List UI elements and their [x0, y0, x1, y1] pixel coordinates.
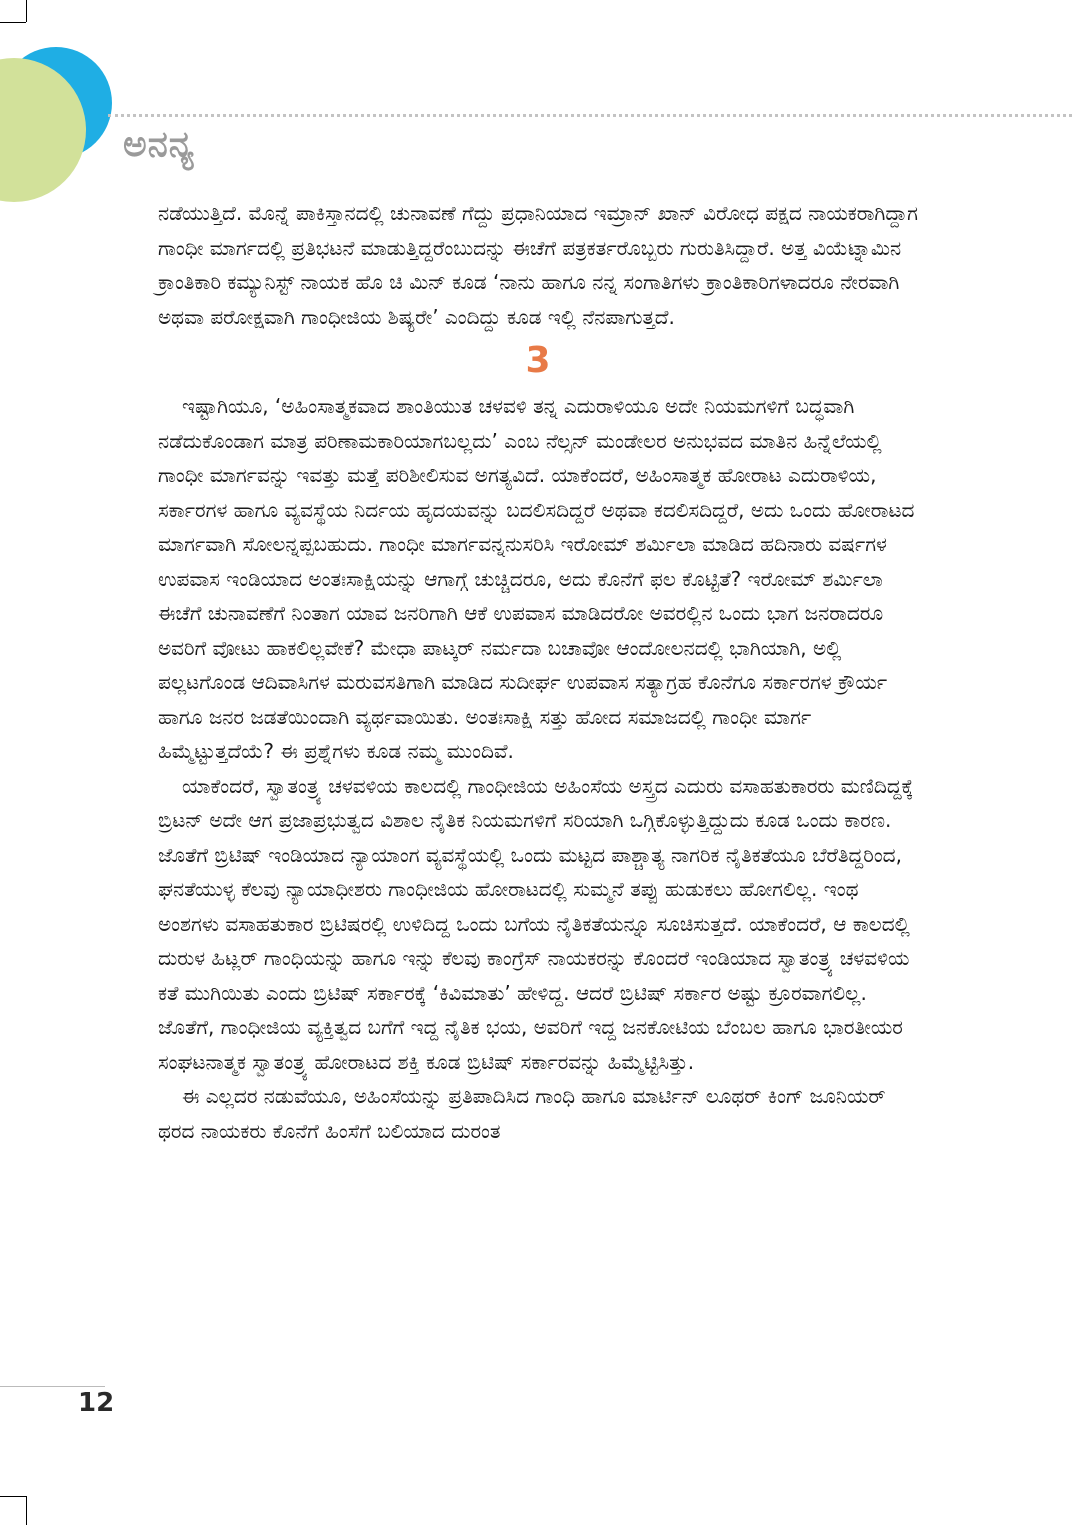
paragraph: ಈ ಎಲ್ಲದರ ನಡುವೆಯೂ, ಅಹಿಂಸೆಯನ್ನು ಪ್ರತಿಪಾದಿಸಿದ ಗಾಂಧಿ ಹಾಗೂ ಮಾರ್ಟಿನ್ ಲೂಥರ್ ಕಿಂಗ್ ಜೂನಿಯರ್ ಥರದ ನಾಯಕರು ಕೊನೆಗೆ ಹಿಂಸೆಗೆ ಬಲಿಯಾದ ದುರಂತ [158, 1084, 886, 1143]
section-number: 3 [525, 340, 551, 381]
crop-mark-top-vertical [26, 0, 27, 22]
paragraph: ಇಷ್ಟಾಗಿಯೂ, ‘ಅಹಿಂಸಾತ್ಮಕವಾದ ಶಾಂತಿಯುತ ಚಳವಳಿ ತನ್ನ ಎದುರಾಳಿಯೂ ಅದೇ ನಿಯಮಗಳಿಗೆ ಬದ್ಧವಾಗಿ ನಡೆದುಕೊಂಡಾಗ ಮಾತ್ರ ಪರಿಣಾಮಕಾರಿಯಾಗಬಲ್ಲದು’ ಎಂಬ ನೆಲ್ಸನ್ ಮಂಡೇಲರ ಅನುಭವದ ಮಾತಿನ ಹಿನ್ನೆಲೆಯಲ್ಲಿ ಗಾಂಧೀ ಮಾರ್ಗವನ್ನು ಇವತ್ತು ಮತ್ತೆ ಪರಿಶೀಲಿಸುವ ಅಗತ್ಯವಿದೆ. ಯಾಕೆಂದರೆ, ಅಹಿಂಸಾತ್ಮಕ ಹೋರಾಟ ಎದುರಾಳಿಯ, ಸರ್ಕಾರಗಳ ಹಾಗೂ ವ್ಯವಸ್ಥೆಯ ನಿರ್ದಯ ಹೃದಯವನ್ನು ಬದಲಿಸದಿದ್ದರೆ ಅಥವಾ ಕದಲಿಸದಿದ್ದರೆ, ಅದು ಒಂದು ಹೋರಾಟದ ಮಾರ್ಗವಾಗಿ ಸೋಲನ್ನಪ್ಪಬಹುದು. ಗಾಂಧೀ ಮಾರ್ಗವನ್ನನುಸರಿಸಿ ಇರೋಮ್ ಶರ್ಮಿಲಾ ಮಾಡಿದ ಹದಿನಾರು ವರ್ಷಗಳ ಉಪವಾಸ ಇಂಡಿಯಾದ ಅಂತಃಸಾಕ್ಷಿಯನ್ನು ಆಗಾಗ್ಗೆ ಚುಚ್ಚಿದರೂ, ಅದು ಕೊನೆಗೆ ಫಲ ಕೊಟ್ಟಿತೆ? ಇರೋಮ್ ಶರ್ಮಿಲಾ ಈಚೆಗೆ ಚುನಾವಣೆಗೆ ನಿಂತಾಗ ಯಾವ ಜನರಿಗಾಗಿ ಆಕೆ ಉಪವಾಸ ಮಾಡಿದರೋ ಅವರಲ್ಲಿನ ಒಂದು ಭಾಗ ಜನರಾದರೂ ಅವರಿಗೆ ವೋಟು ಹಾಕಲಿಲ್ಲವೇಕೆ? ಮೇಧಾ ಪಾಟ್ಕರ್ ನರ್ಮದಾ ಬಚಾವೋ ಆಂದೋಲನದಲ್ಲಿ ಭಾಗಿಯಾಗಿ, ಅಲ್ಲಿ ಪಲ್ಲಟಗೊಂಡ ಆದಿವಾಸಿಗಳ ಮರುವಸತಿಗಾಗಿ ಮಾಡಿದ ಸುದೀರ್ಘ ಉಪವಾಸ ಸತ್ಯಾಗ್ರಹ ಕೊನೆಗೂ ಸರ್ಕಾರಗಳ ಕ್ರೌರ್ಯ ಹಾಗೂ ಜನರ ಜಡತೆಯಿಂದಾಗಿ ವ್ಯರ್ಥವಾಯಿತು. ಅಂತಃಸಾಕ್ಷಿ ಸತ್ತು ಹೋದ ಸಮಾಜದಲ್ಲಿ ಗಾಂಧೀ ಮಾರ್ಗ ಹಿಮ್ಮೆಟ್ಟುತ್ತದೆಯೆ? ಈ ಪ್ರಶ್ನೆಗಳು ಕೂಡ ನಮ್ಮ ಮುಂದಿವೆ. [158, 394, 915, 763]
crop-mark-bottom-vertical [26, 1496, 27, 1525]
paragraph: ಯಾಕೆಂದರೆ, ಸ್ವಾತಂತ್ರ್ಯ ಚಳವಳಿಯ ಕಾಲದಲ್ಲಿ ಗಾಂಧೀಜಿಯ ಅಹಿಂಸೆಯ ಅಸ್ತ್ರದ ಎದುರು ವಸಾಹತುಕಾರರು ಮಣಿದಿದ್ದಕ್ಕೆ ಬ್ರಿಟನ್ ಅದೇ ಆಗ ಪ್ರಜಾಪ್ರಭುತ್ವದ ವಿಶಾಲ ನೈತಿಕ ನಿಯಮಗಳಿಗೆ ಸರಿಯಾಗಿ ಒಗ್ಗಿಕೊಳ್ಳುತ್ತಿದ್ದುದು ಕೂಡ ಒಂದು ಕಾರಣ. ಜೊತೆಗೆ ಬ್ರಿಟಿಷ್ ಇಂಡಿಯಾದ ನ್ಯಾಯಾಂಗ ವ್ಯವಸ್ಥೆಯಲ್ಲಿ ಒಂದು ಮಟ್ಟದ ಪಾಶ್ಚಾತ್ಯ ನಾಗರಿಕ ನೈತಿಕತೆಯೂ ಬೆರೆತಿದ್ದರಿಂದ, ಘನತೆಯುಳ್ಳ ಕೆಲವು ನ್ಯಾಯಾಧೀಶರು ಗಾಂಧೀಜಿಯ ಹೋರಾಟದಲ್ಲಿ ಸುಮ್ಮನೆ ತಪ್ಪು ಹುಡುಕಲು ಹೋಗಲಿಲ್ಲ. ಇಂಥ ಅಂಶಗಳು ವಸಾಹತುಕಾರ ಬ್ರಿಟಿಷರಲ್ಲಿ ಉಳಿದಿದ್ದ ಒಂದು ಬಗೆಯ ನೈತಿಕತೆಯನ್ನೂ ಸೂಚಿಸುತ್ತದೆ. ಯಾಕೆಂದರೆ, ಆ ಕಾಲದಲ್ಲಿ ದುರುಳ ಹಿಟ್ಲರ್ ಗಾಂಧಿಯನ್ನು ಹಾಗೂ ಇನ್ನು ಕೆಲವು ಕಾಂಗ್ರೆಸ್ ನಾಯಕರನ್ನು ಕೊಂದರೆ ಇಂಡಿಯಾದ ಸ್ವಾತಂತ್ರ್ಯ ಚಳವಳಿಯ ಕತೆ ಮುಗಿಯಿತು ಎಂದು ಬ್ರಿಟಿಷ್ ಸರ್ಕಾರಕ್ಕೆ ‘ಕಿವಿಮಾತು’ ಹೇಳಿದ್ದ. ಆದರೆ ಬ್ರಿಟಿಷ್ ಸರ್ಕಾರ ಅಷ್ಟು ಕ್ರೂರವಾಗಲಿಲ್ಲ. ಜೊತೆಗೆ, ಗಾಂಧೀಜಿಯ ವ್ಯಕ್ತಿತ್ವದ ಬಗೆಗೆ ಇದ್ದ ನೈತಿಕ ಭಯ, ಅವರಿಗೆ ಇದ್ದ ಜನಕೋಟಿಯ ಬೆಂಬಲ ಹಾಗೂ ಭಾರತೀಯರ ಸಂಘಟನಾತ್ಮಕ ಸ್ವಾತಂತ್ರ್ಯ ಹೋರಾಟದ ಶಕ್ತಿ ಕೂಡ ಬ್ರಿಟಿಷ್ ಸರ್ಕಾರವನ್ನು ಹಿಮ್ಮೆಟ್ಟಿಸಿತ್ತು. [158, 773, 914, 1074]
magazine-title: ಅನನ್ಯ [123, 124, 195, 165]
article-body [158, 196, 918, 1148]
footer-rule [0, 1386, 105, 1387]
intro-paragraph: ನಡೆಯುತ್ತಿದೆ. ಮೊನ್ನೆ ಪಾಕಿಸ್ತಾನದಲ್ಲಿ ಚುನಾವಣೆ ಗೆದ್ದು ಪ್ರಧಾನಿಯಾದ ಇಮ್ರಾನ್ ಖಾನ್ ವಿರೋಧ ಪಕ್ಷದ ನಾಯಕರಾಗಿದ್ದಾಗ ಗಾಂಧೀ ಮಾರ್ಗದಲ್ಲಿ ಪ್ರತಿಭಟನೆ ಮಾಡುತ್ತಿದ್ದರೆಂಬುದನ್ನು ಈಚೆಗೆ ಪತ್ರಕರ್ತರೊಬ್ಬರು ಗುರುತಿಸಿದ್ದಾರೆ. ಅತ್ತ ವಿಯೆಟ್ನಾಮಿನ ಕ್ರಾಂತಿಕಾರಿ ಕಮ್ಯುನಿಸ್ಟ್ ನಾಯಕ ಹೊ ಚಿ ಮಿನ್ ಕೂಡ ‘ನಾನು ಹಾಗೂ ನನ್ನ ಸಂಗಾತಿಗಳು ಕ್ರಾಂತಿಕಾರಿಗಳಾದರೂ ನೇರವಾಗಿ ಅಥವಾ ಪರೋಕ್ಷವಾಗಿ ಗಾಂಧೀಜಿಯ ಶಿಷ್ಯರೇ’ ಎಂದಿದ್ದು ಕೂಡ ಇಲ್ಲಿ ನೆನಪಾಗುತ್ತದೆ. [158, 201, 918, 329]
crop-mark-bottom-horizontal [0, 1496, 26, 1497]
page-number: 12 [78, 1388, 115, 1418]
header-dotted-rule [108, 114, 1072, 117]
crop-mark-top-horizontal [0, 22, 26, 23]
